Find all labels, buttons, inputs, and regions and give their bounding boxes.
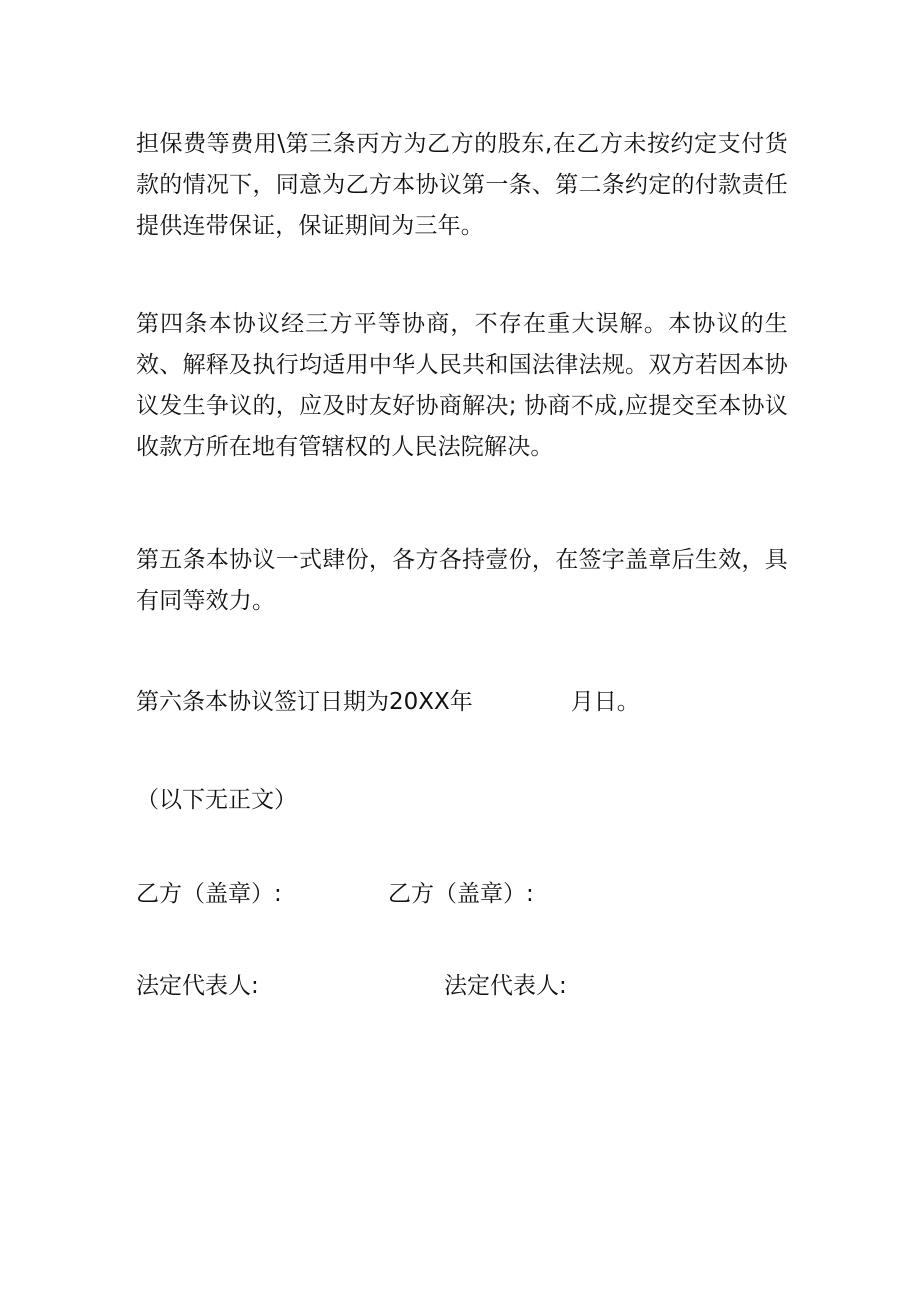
clause-5-paragraph: 第五条本协议一式肆份，各方各持壹份，在签字盖章后生效，具有同等效力。: [136, 547, 788, 614]
clause-4-paragraph: 第四条本协议经三方平等协商，不存在重大误解。本协议的生效、解释及执行均适用中华人民共和国法律法规。双方若因本协议发生争议的，应及时友好协商解决; 协商不成,应提交至本协议收款方所在地有管辖权的人民法院解决。: [136, 311, 788, 460]
legal-rep-right-label: 法定代表人:: [444, 973, 567, 999]
clause-3-paragraph: 担保费等费用\第三条丙方为乙方的股东,在乙方未按约定支付货款的情况下，同意为乙方本协议第一条、第二条约定的付款责任提供连带保证，保证期间为三年。: [136, 131, 788, 239]
party-left-seal-label: 乙方（盖章）:: [136, 881, 282, 907]
party-right-seal-label: 乙方（盖章）:: [388, 881, 534, 907]
clause-6-prefix: 第六条本协议签订日期为20XX年: [136, 689, 473, 715]
clause-6-suffix: 月日。: [570, 689, 640, 715]
clause-6-date-line: [136, 682, 640, 723]
no-more-text-note: （以下无正文）: [136, 787, 297, 813]
legal-rep-left-label: 法定代表人:: [136, 973, 259, 999]
